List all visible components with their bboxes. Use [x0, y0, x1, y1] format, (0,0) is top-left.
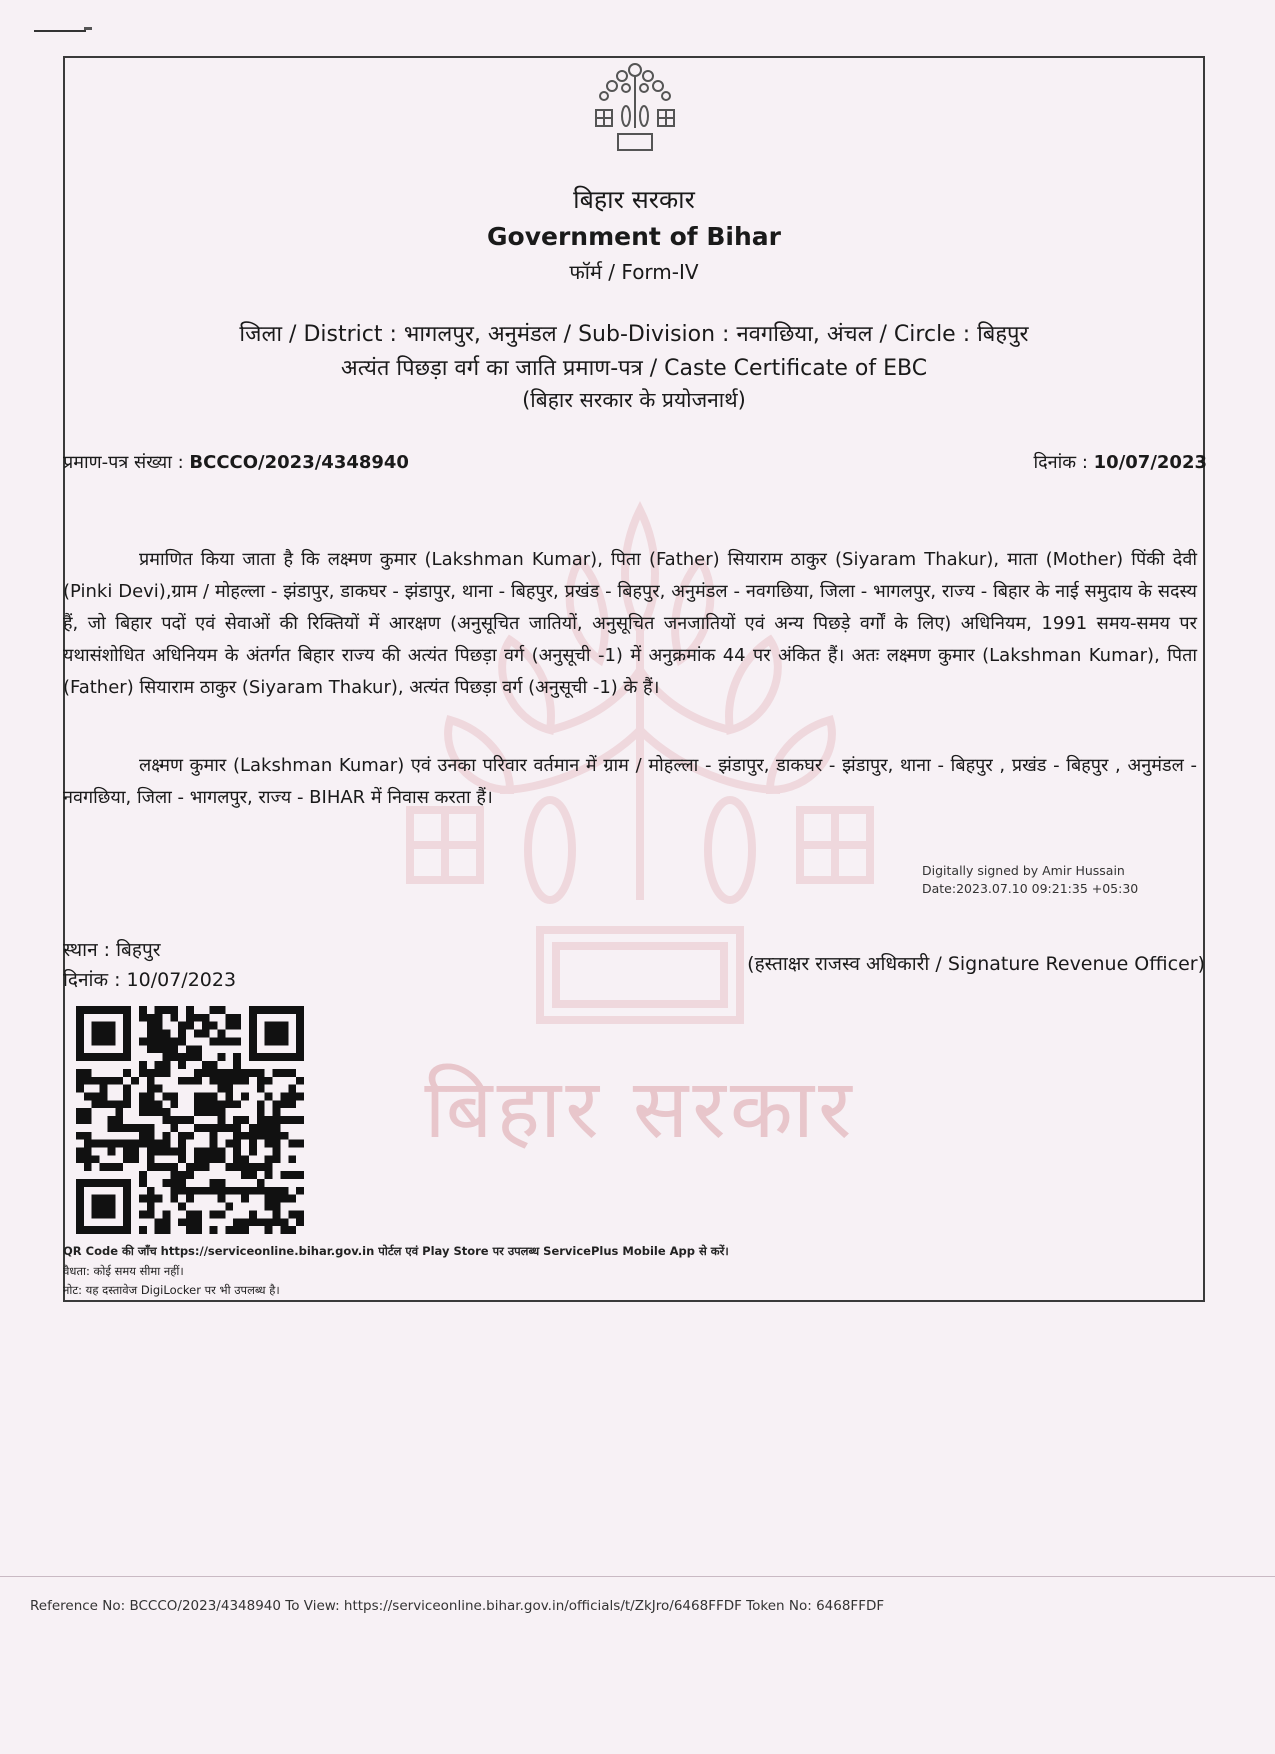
bihar-emblem-logo: [590, 58, 680, 156]
certificate-date: [1033, 450, 1207, 474]
qr-check-note: QR Code की जाँच https://serviceonline.bihar.gov.in पोर्टल एवं Play Store पर उपलब्ध ServicePlus Mobile App से करें।: [63, 1244, 729, 1258]
certificate-number: [63, 450, 409, 474]
watermark-text: बिहार सरकार: [424, 1062, 856, 1157]
certification-paragraph: प्रमाणित किया जाता है कि लक्ष्मण कुमार (Lakshman Kumar), पिता (Father) सियाराम ठाकुर (Siyaram Thakur), माता (Mother) पिंकी देवी (Pinki Devi),ग्राम / मोहल्ला - झंडापुर, डाकघर - झंडापुर, थाना - बिहपुर, प्रखंड - बिहपुर, अनुमंडल - नवगछिया, जिला - भागलपुर, राज्य - बिहार के नाई समुदाय के सदस्य हैं, जो बिहार पदों एवं सेवाओं की रिक्तियों में आरक्षण (अनुसूचित जातियों, अनुसूचित जनजातियों एवं अन्य पिछड़े वर्गों के लिए) अधिनियम, 1991 समय-समय पर यथासंशोधित अधिनियम के अंतर्गत बिहार राज्य की अत्यंत पिछड़ा वर्ग (अनुसूची -1) में अनुक्रमांक 44 पर अंकित हैं। अतः लक्ष्मण कुमार (Lakshman Kumar), पिता (Father) सियाराम ठाकुर (Siyaram Thakur), अत्यंत पिछड़ा वर्ग (अनुसूची -1) के हैं।: [63, 549, 1197, 698]
digital-signature: [922, 862, 1138, 898]
digilocker-note: नोट: यह दस्तावेज DigiLocker पर भी उपलब्ध है।: [63, 1283, 280, 1297]
scan-mark: [34, 30, 86, 32]
validity-note: वैधता: कोई समय सीमा नहीं।: [63, 1264, 184, 1278]
signature-label: (हस्ताक्षर राजस्व अधिकारी / Signature Revenue Officer): [747, 953, 1205, 975]
scan-mark: [84, 27, 92, 30]
qr-code[interactable]: [76, 1006, 304, 1234]
certificate-purpose: (बिहार सरकार के प्रयोजनार्थ): [522, 388, 746, 412]
form-label: फॉर्म / Form-IV: [569, 260, 699, 284]
issue-place: स्थान : बिहपुर: [63, 939, 161, 961]
gov-title-english: Government of Bihar: [487, 222, 781, 251]
certificate-number-value: BCCCO/2023/4348940: [189, 452, 409, 473]
location-line: जिला / District : भागलपुर, अनुमंडल / Sub-Division : नवगछिया, अंचल / Circle : बिहपुर: [239, 322, 1029, 347]
gov-title-hindi: बिहार सरकार: [573, 185, 695, 214]
certificate-title: अत्यंत पिछड़ा वर्ग का जाति प्रमाण-पत्र / Caste Certificate of EBC: [340, 356, 928, 381]
digital-signature-date: Date:2023.07.10 09:21:35 +05:30: [922, 881, 1139, 896]
certificate-date-label: दिनांक :: [1033, 452, 1088, 473]
digital-signature-name: Digitally signed by Amir Hussain: [922, 863, 1125, 878]
residence-paragraph: लक्ष्मण कुमार (Lakshman Kumar) एवं उनका परिवार वर्तमान में ग्राम / मोहल्ला - झंडापुर, डाकघर - झंडापुर, थाना - बिहपुर , प्रखंड - बिहपुर , अनुमंडल - नवगछिया, जिला - भागलपुर, राज्य - BIHAR में निवास करता हैं।: [63, 755, 1197, 808]
issue-date: दिनांक : 10/07/2023: [63, 969, 237, 991]
certificate-number-label: प्रमाण-पत्र संख्या :: [63, 452, 184, 473]
footer-divider: [0, 1576, 1275, 1577]
certificate-date-value: 10/07/2023: [1093, 452, 1207, 473]
reference-footer: Reference No: BCCCO/2023/4348940 To View: https://serviceonline.bihar.gov.in/officials/t/ZkJro/6468FFDF Token No: 6468FFDF: [30, 1598, 885, 1614]
